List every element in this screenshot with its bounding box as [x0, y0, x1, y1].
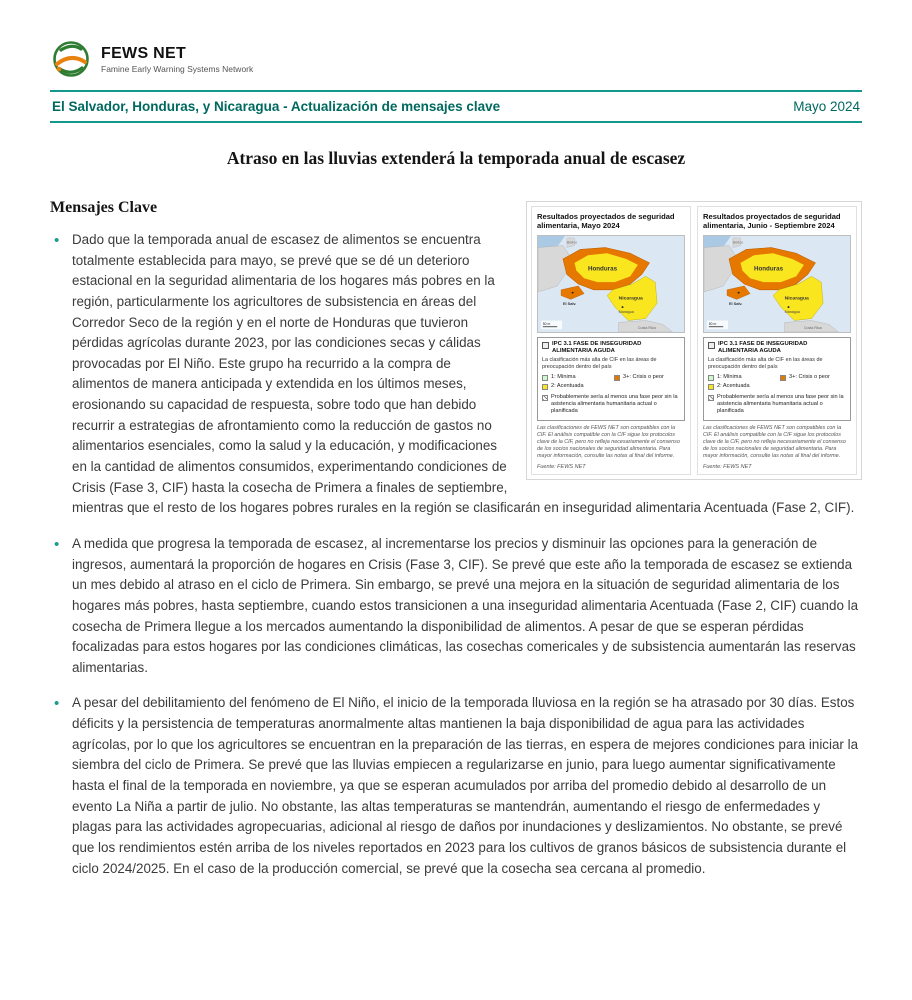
report-date: Mayo 2024: [793, 99, 860, 114]
map-label-nicaragua: Nicaragua: [784, 295, 809, 302]
map-label-belize: Belice: [566, 240, 578, 245]
map-label-costa-rica: Costa Rica: [803, 326, 822, 331]
legend-subtitle: La clasificación más alta de CIF en las áreas de preocupación dentro del país: [708, 357, 823, 370]
map-source: Fuente: FEWS NET: [703, 463, 752, 470]
legend-item-worse-without-assistance: Probablemente sería al menos una fase peor sin la asistencia alimentaria humanitaria actual o planificada: [708, 394, 846, 415]
map-footnote: Las clasificaciones de FEWS NET son compatibles con la CIF. El análisis compatible con la CIF sigue los protocolos clave de la CIF, pero no refleja necesariamente el consenso de los socios nacionales de seguridad alimentaria. Para mayor información, consulte las notas al final del informe.: [537, 424, 680, 459]
map-scale-bar: 50 m: [708, 321, 717, 326]
key-message-item: [50, 534, 862, 678]
map-panel-title: Resultados proyectados de seguridad alimentaria, Mayo 2024: [537, 212, 675, 231]
logo-title: FEWS NET: [101, 44, 187, 62]
map-source: Fuente: FEWS NET: [537, 463, 586, 470]
map-label-nicaragua: Nicaragua: [618, 295, 643, 302]
logo-text: [101, 45, 253, 74]
report-header: [50, 92, 862, 121]
map-label-managua: Managua: [618, 309, 634, 314]
key-message-text: Dado que la temporada anual de escasez de alimentos se encuentra totalmente establecida para mayo, se prevé que se dé un deterioro estacional en la seguridad alimentaria de los hogares más pobres en la región, particularmente los agricultores de subsistencia en áreas del Corredor Seco de la región y en el norte de Honduras que tuvieron pérdidas agrícolas durante 2023, por las condiciones secas y cálidas provocadas por El Niño. Este grupo ha recurrido a la compra de alimentos de manera anticipada y extendida en los últimos meses, erosionando su capacidad de respuesta, sobre todo que han debido recurrir a estrategias de afrontamiento como la reducción de gastos no alimentarios esenciales, como la salud y la educación, y modificaciones en la cantidad de alimentos consumidos, experimentando condiciones de Crisis (Fase 3, CIF) hasta la cosecha de Primera a finales de septiembre, mientras que el resto de los hogares pobres rurales en la región se clasificarán en inseguridad alimentaria Acentuada (Fase 2, CIF).: [72, 232, 855, 516]
map-label-costa-rica: Costa Rica: [637, 326, 656, 331]
legend-item-phase3: 3+: Crisis o peor: [780, 374, 846, 381]
map-label-belize: Belice: [732, 240, 744, 245]
header-rule: [50, 121, 862, 123]
map-panel-title: Resultados proyectados de seguridad alimentaria, Junio - Septiembre 2024: [703, 212, 841, 231]
map-label-el-salvador: El Salv.: [728, 302, 743, 307]
map-label-el-salvador: El Salv.: [562, 302, 577, 307]
legend-title: IPC 3.1 FASE DE INSEGURIDAD ALIMENTARIA AGUDA: [552, 341, 642, 355]
report-body: [50, 199, 862, 879]
key-messages-list: [50, 230, 862, 879]
legend-item-phase1: 1: Mínima: [708, 374, 774, 381]
fewsnet-logo-icon: [50, 38, 92, 80]
map-scale-bar: 50 m: [542, 321, 551, 326]
legend-item-phase3: 3+: Crisis o peor: [614, 374, 680, 381]
key-message-text: A pesar del debilitamiento del fenómeno de El Niño, el inicio de la temporada lluviosa en la región se ha atrasado por 30 días. Estos déficits y la persistencia de temperaturas anormalmente altas mantienen la baja disponibilidad de agua para las actividades agrícolas, por lo que los agricultores se encuentran en la preparación de las tierras, en espera de mejores condiciones para iniciar la siembra del ciclo de Primera. Se prevé que las lluvias empiecen a regularizarse en junio, para luego aumentar significativamente hasta el final de la temporada en noviembre, ya que se esperan acumulados por arriba del promedio debido al desarrollo de un evento La Niña a partir de julio. No obstante, las altas temperaturas se mantendrán, aumentando el riesgo de enfermedades y plagas para las actividades agropecuarias, adicional al riesgo de daños por inundaciones y deslizamientos. No obstante, se prevé que los rendimientos estén arriba de los niveles reportados en 2023 para los cultivos de granos básicos de subsistencia durante el ciclo 2024/2025. En el caso de la producción comercial, se prevé que la cosecha sea cercana al promedio.: [72, 695, 859, 876]
key-message-item: [50, 230, 862, 519]
map-label-managua: Managua: [784, 309, 800, 314]
map-label-honduras: Honduras: [587, 265, 618, 273]
legend-item-phase1: 1: Mínima: [542, 374, 608, 381]
section-heading-mensajes-clave: Mensajes Clave: [50, 199, 158, 216]
legend-title: IPC 3.1 FASE DE INSEGURIDAD ALIMENTARIA AGUDA: [718, 341, 808, 355]
key-message-text: A medida que progresa la temporada de escasez, al incrementarse los precios y disminuir las opciones para la generación de ingresos, aumentará la proporción de hogares en Crisis (Fase 3, CIF). Se prevé que este año la temporada de escasez se extienda un mes debido al atraso en el ciclo de Primera. Sin embargo, se prevé una mejora en la situación de seguridad alimentaria de los hogares más pobres, hasta septiembre, cuando estos transicionen a una inseguridad alimentaria Acentuada (Fase 2, CIF) cuando la cosecha de Primera llegue a los mercados aumentando la disponibilidad de alimentos. A pesar de que se esperan pérdidas focalizadas para estos hogares por las condiciones climáticas, las cosechas comericales y de subsistencia aumentarán las reservas alimentarias.: [72, 535, 859, 675]
legend-item-phase2: 2: Acentuada: [708, 383, 774, 390]
map-footnote: Las clasificaciones de FEWS NET son compatibles con la CIF. El análisis compatible con la CIF sigue los protocolos clave de la CIF, pero no refleja necesariamente el consenso de los socios nacionales de seguridad alimentaria. Para mayor información, consulte las notas al final del informe.: [703, 424, 846, 459]
map-label-honduras: Honduras: [753, 265, 784, 273]
logo-subtitle: Famine Early Warning Systems Network: [101, 63, 254, 74]
legend-subtitle: La clasificación más alta de CIF en las áreas de preocupación dentro del país: [542, 357, 657, 370]
legend-item-phase2: 2: Acentuada: [542, 383, 608, 390]
masthead: [50, 38, 862, 80]
report-header-title: El Salvador, Honduras, y Nicaragua - Actualización de mensajes clave: [52, 99, 501, 114]
page-title: Atraso en las lluvias extenderá la temporada anual de escasez: [226, 148, 686, 168]
legend-item-worse-without-assistance: Probablemente sería al menos una fase peor sin la asistencia alimentaria humanitaria actual o planificada: [542, 394, 680, 415]
key-message-item: [50, 693, 862, 879]
